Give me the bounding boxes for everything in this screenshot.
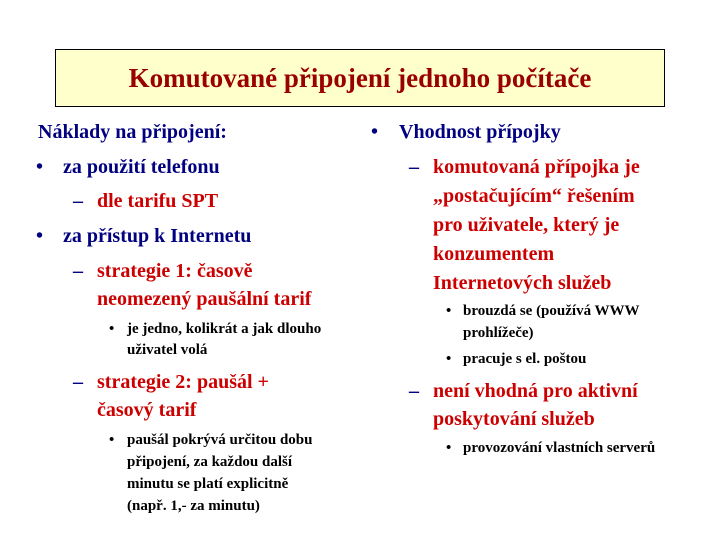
strategy1-line1: strategie 1: časově bbox=[97, 260, 253, 282]
strategy2-note-line2: připojení, za každou další bbox=[127, 454, 293, 470]
point1-line3: pro uživatele, který je bbox=[433, 214, 620, 236]
point1-line1: komutovaná přípojka je bbox=[433, 156, 640, 178]
point1-note1-line1: brouzdá se (používá WWW bbox=[463, 303, 640, 319]
dash-marker: – bbox=[73, 190, 83, 212]
bullet-marker: • bbox=[36, 156, 44, 178]
bullet-telephone: za použití telefonu bbox=[63, 156, 220, 178]
dash-marker: – bbox=[73, 260, 83, 282]
small-bullet-marker: • bbox=[446, 303, 452, 319]
strategy1-note-line2: uživatel volá bbox=[127, 342, 208, 358]
bullet-marker: • bbox=[371, 121, 379, 143]
point2-note1: provozování vlastních serverů bbox=[463, 440, 656, 456]
telephone-tariff: dle tarifu SPT bbox=[97, 190, 219, 212]
left-heading: Náklady na připojení: bbox=[38, 121, 227, 143]
small-bullet-marker: • bbox=[109, 321, 115, 337]
point1-line2: „postačujícím“ řešením bbox=[433, 185, 635, 207]
strategy2-line2: časový tarif bbox=[97, 399, 197, 421]
point1-note1-line2: prohlížeče) bbox=[463, 325, 534, 341]
dash-marker: – bbox=[73, 371, 83, 393]
bullet-marker: • bbox=[36, 225, 44, 247]
point1-line5: Internetových služeb bbox=[433, 272, 612, 294]
strategy2-note-line3: minutu se platí explicitně bbox=[127, 476, 289, 492]
small-bullet-marker: • bbox=[446, 351, 452, 367]
dash-marker: – bbox=[409, 380, 419, 402]
dash-marker: – bbox=[409, 156, 419, 178]
strategy1-line2: neomezený paušální tarif bbox=[97, 288, 312, 310]
bullet-internet-access: za přístup k Internetu bbox=[63, 225, 252, 247]
bullet-suitability: Vhodnost přípojky bbox=[399, 121, 561, 143]
small-bullet-marker: • bbox=[446, 440, 452, 456]
slide-title: Komutované připojení jednoho počítače bbox=[128, 62, 592, 93]
strategy1-note-line1: je jedno, kolikrát a jak dlouho bbox=[127, 321, 322, 337]
point1-line4: konzumentem bbox=[433, 243, 555, 265]
small-bullet-marker: • bbox=[109, 432, 115, 448]
strategy2-note-line4: (např. 1,- za minutu) bbox=[127, 498, 260, 514]
title-box bbox=[55, 49, 665, 107]
strategy2-note-line1: paušál pokrývá určitou dobu bbox=[127, 432, 313, 448]
strategy2-line1: strategie 2: paušál + bbox=[97, 371, 269, 393]
point1-note2: pracuje s el. poštou bbox=[463, 351, 587, 367]
point2-line1: není vhodná pro aktivní bbox=[433, 380, 638, 402]
point2-line2: poskytování služeb bbox=[433, 408, 595, 430]
